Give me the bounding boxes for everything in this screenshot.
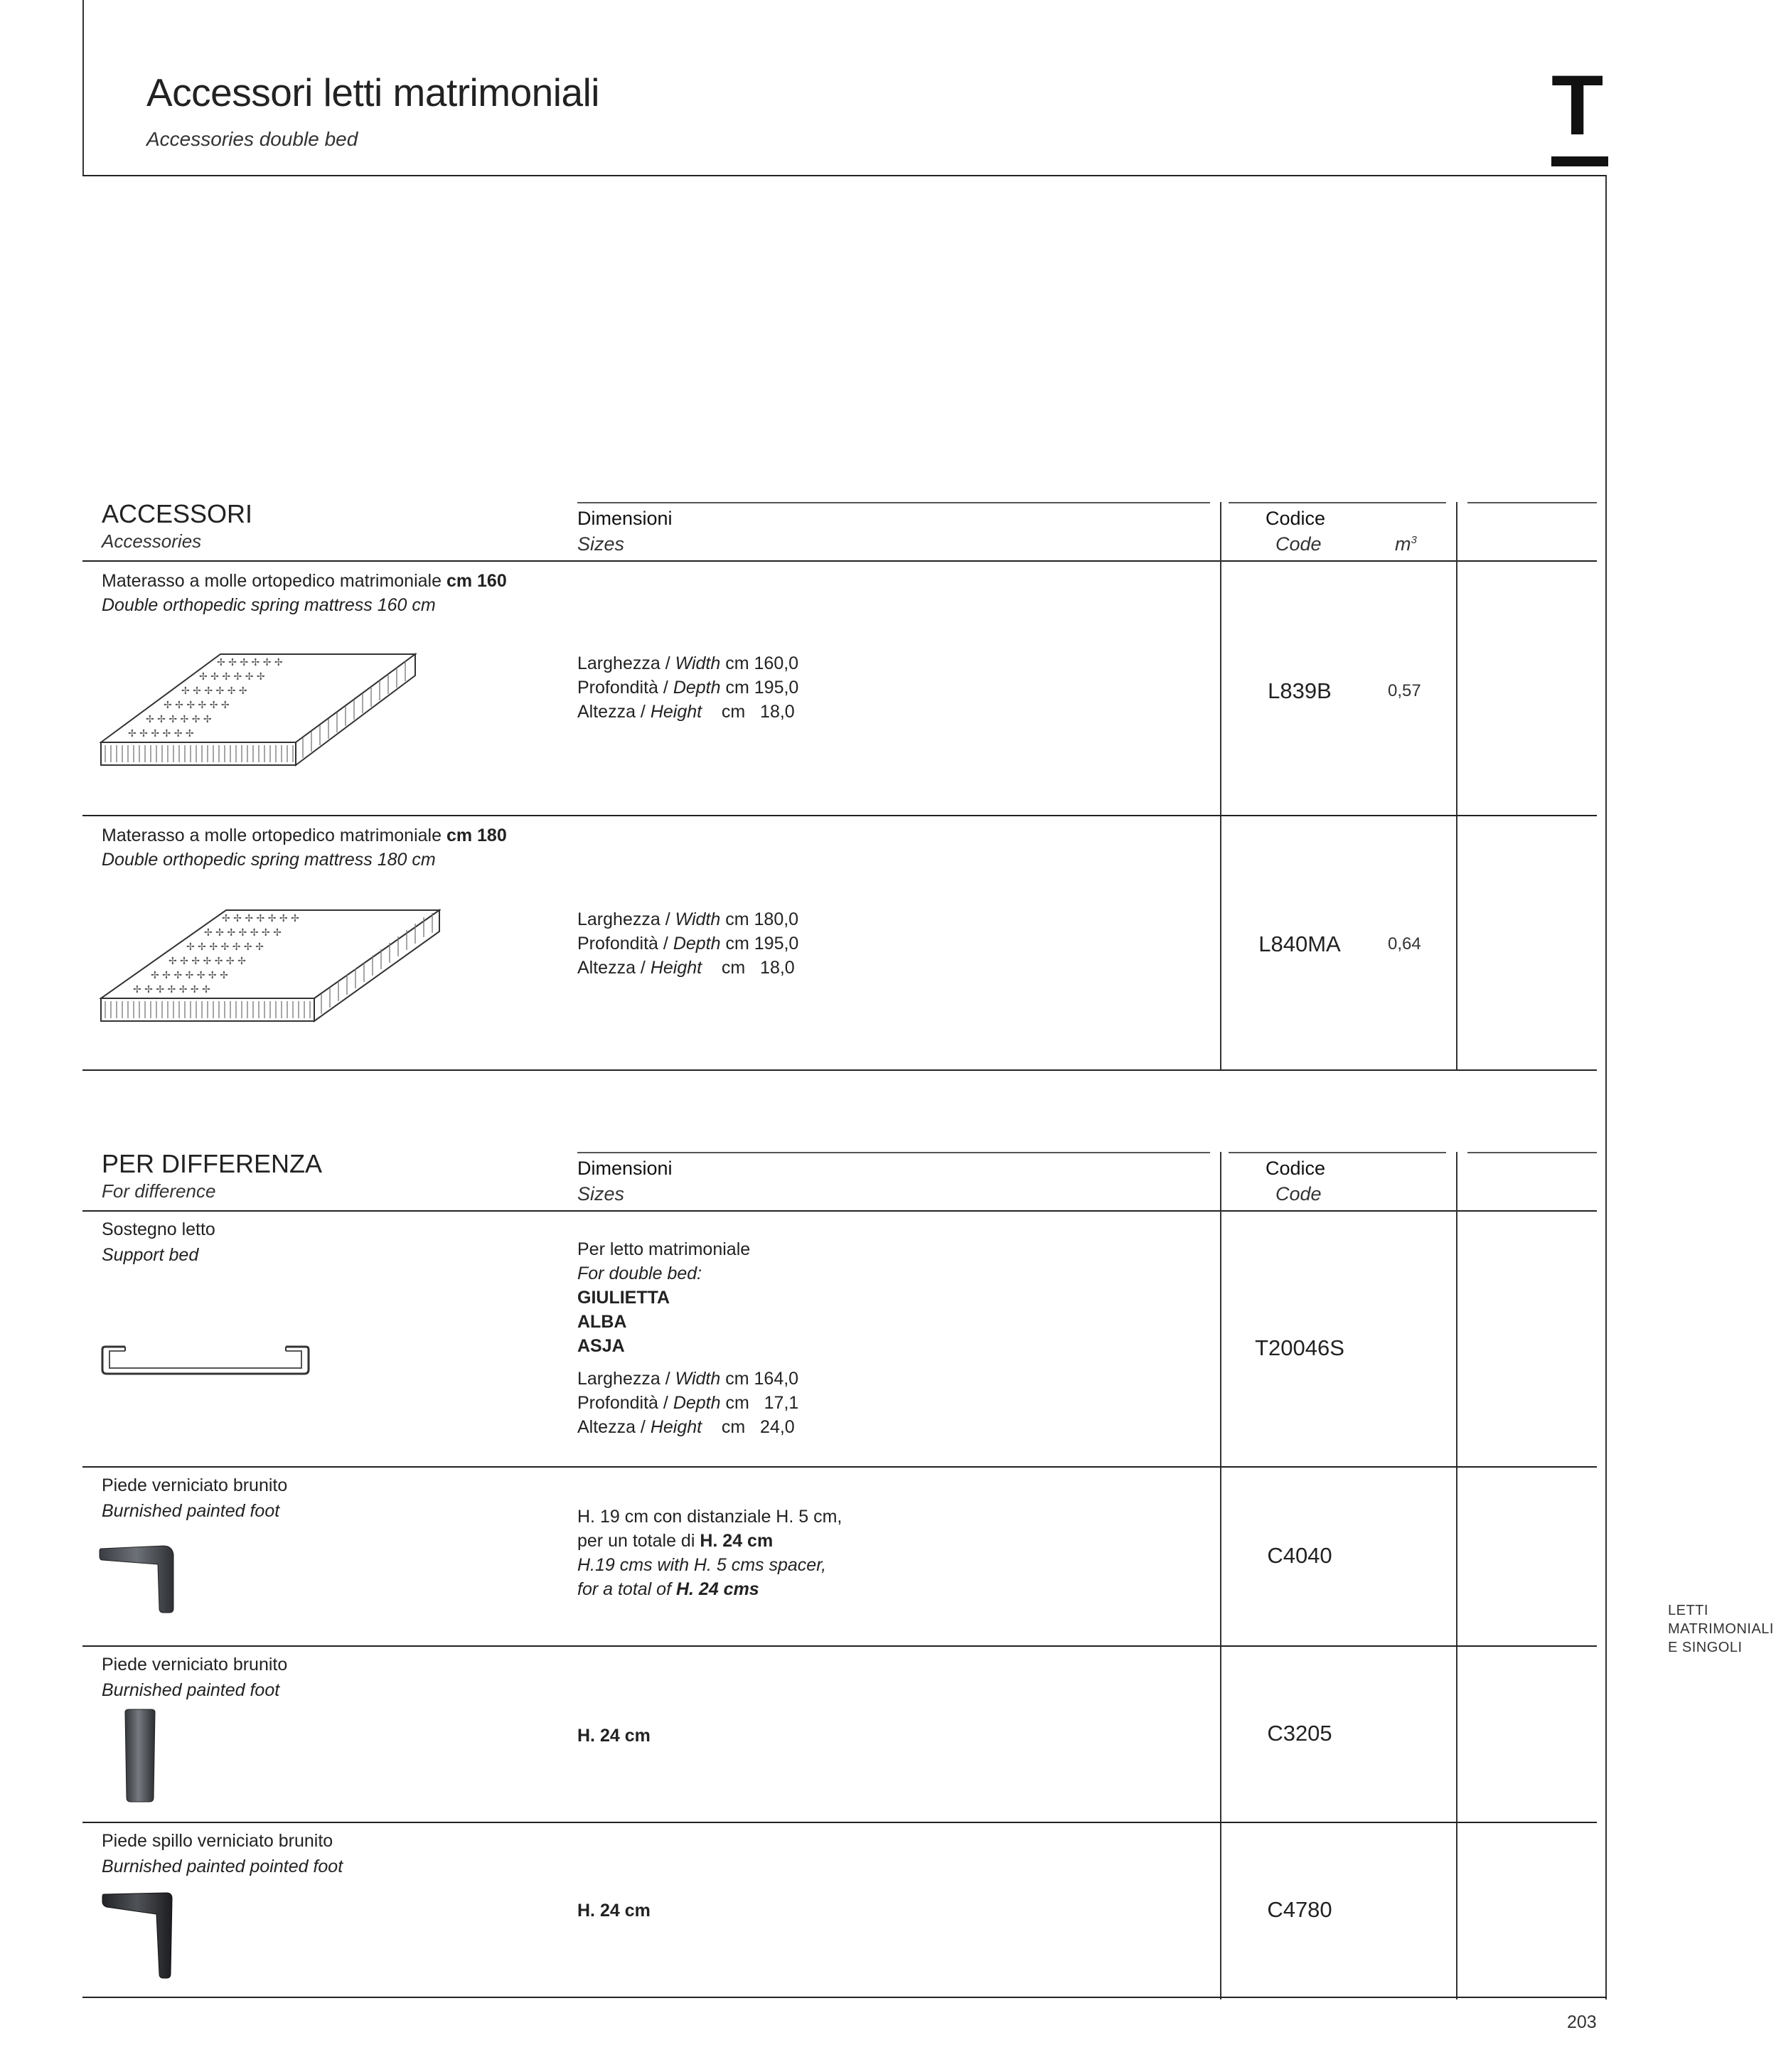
page-number: 203 <box>1567 2012 1597 2032</box>
product-description: H. 24 cm <box>577 1901 651 1921</box>
section2-col-divider-2 <box>1456 1152 1457 1999</box>
table-row-name-en: Burnished painted foot <box>102 1501 280 1521</box>
section1-col-volume: $m^3$ <box>1395 533 1417 555</box>
foot-pointed-icon <box>101 1889 179 1981</box>
product-volume: 0,57 <box>1388 681 1421 700</box>
product-description: Per letto matrimoniale For double bed: GIULIETTA ALBA ASJA <box>577 1237 750 1358</box>
section2-col-codice: Codice <box>1266 1158 1326 1179</box>
svg-text:✢ ✢ ✢ ✢ ✢ ✢ ✢: ✢ ✢ ✢ ✢ ✢ ✢ ✢ <box>204 927 282 939</box>
section2-col-divider-1 <box>1220 1152 1221 1999</box>
brand-logo <box>1551 58 1608 166</box>
brand-logo-bar <box>1551 156 1608 166</box>
section2-bottom-rule <box>82 1997 1607 1998</box>
model-name: GIULIETTA <box>577 1288 670 1308</box>
svg-text:✢ ✢ ✢ ✢ ✢ ✢ ✢: ✢ ✢ ✢ ✢ ✢ ✢ ✢ <box>186 941 264 953</box>
svg-text:✢ ✢ ✢ ✢ ✢ ✢ ✢: ✢ ✢ ✢ ✢ ✢ ✢ ✢ <box>133 984 210 995</box>
section1-col-codice: Codice <box>1266 508 1326 529</box>
frame-right <box>1605 175 1607 1999</box>
product-description: H. 19 cm con distanziale H. 5 cm, per un totale di H. 24 cm H.19 cms with H. 5 cms spacer, for a total of H. 24 cms <box>577 1507 842 1599</box>
svg-text:✢ ✢ ✢ ✢ ✢ ✢ ✢: ✢ ✢ ✢ ✢ ✢ ✢ ✢ <box>222 913 299 924</box>
section2-dim-top-rule <box>577 1152 1210 1153</box>
dimensions-block: Larghezza / Width cm 164,0 Profondità / Depth cm 17,1 Altezza / Height cm 24,0 <box>577 1369 799 1437</box>
brand-logo-letter: T <box>1551 58 1604 153</box>
table-row-name: Materasso a molle ortopedico matrimoniale cm 180 <box>102 826 507 845</box>
product-code: C4040 <box>1267 1543 1332 1568</box>
svg-text:✢ ✢ ✢ ✢ ✢ ✢: ✢ ✢ ✢ ✢ ✢ ✢ <box>181 685 247 697</box>
section1-col-divider-1 <box>1220 502 1221 1071</box>
table-row-name-en: Double orthopedic spring mattress 160 cm <box>102 595 436 615</box>
frame-top-rule <box>82 175 1607 176</box>
section2-code-top-rule <box>1229 1152 1446 1153</box>
dimensions-block: Larghezza / Width cm 180,0 Profondità / Depth cm 195,0 Altezza / Height cm 18,0 <box>577 909 799 978</box>
section2-subtitle: For difference <box>102 1180 216 1202</box>
svg-text:✢ ✢ ✢ ✢ ✢ ✢: ✢ ✢ ✢ ✢ ✢ ✢ <box>146 714 212 725</box>
table-row-name: Piede spillo verniciato brunito <box>102 1831 333 1851</box>
svg-text:✢ ✢ ✢ ✢ ✢ ✢: ✢ ✢ ✢ ✢ ✢ ✢ <box>164 700 230 711</box>
table-row-name-en: Burnished painted foot <box>102 1680 280 1700</box>
row-divider <box>82 1466 1597 1468</box>
product-code: L839B <box>1268 678 1332 703</box>
model-name: ASJA <box>577 1336 625 1356</box>
section1-dim-top-rule <box>577 502 1210 503</box>
row-divider <box>82 815 1597 816</box>
product-code: C3205 <box>1267 1721 1332 1746</box>
table-row-name-en: Double orthopedic spring mattress 180 cm <box>102 850 436 870</box>
svg-text:✢ ✢ ✢ ✢ ✢ ✢ ✢: ✢ ✢ ✢ ✢ ✢ ✢ ✢ <box>168 956 246 967</box>
section2-extra-top-rule <box>1467 1152 1597 1153</box>
section1-col-dimensions: Dimensioni <box>577 508 673 529</box>
table-row-name: Materasso a molle ortopedico matrimoniale cm 160 <box>102 571 507 591</box>
section1-col-code: Code <box>1275 533 1322 555</box>
table-row-name: Piede verniciato brunito <box>102 1655 288 1675</box>
section2-col-code: Code <box>1275 1183 1322 1205</box>
page-subtitle: Accessories double bed <box>146 128 358 150</box>
dimensions-block: Larghezza / Width cm 160,0 Profondità / Depth cm 195,0 Altezza / Height cm 18,0 <box>577 653 799 722</box>
svg-text:✢ ✢ ✢ ✢ ✢ ✢ ✢: ✢ ✢ ✢ ✢ ✢ ✢ ✢ <box>151 970 228 981</box>
product-code: C4780 <box>1267 1897 1332 1922</box>
product-code: T20046S <box>1255 1335 1344 1360</box>
section1-title: ACCESSORI <box>102 499 253 528</box>
section1-code-top-rule <box>1229 502 1446 503</box>
svg-text:✢ ✢ ✢ ✢ ✢ ✢: ✢ ✢ ✢ ✢ ✢ ✢ <box>217 657 283 668</box>
section1-col-sizes: Sizes <box>577 533 625 555</box>
frame-left-top <box>82 0 84 176</box>
table-row-name-en: Burnished painted pointed foot <box>102 1857 343 1876</box>
section2-col-dimensions: Dimensioni <box>577 1158 673 1179</box>
foot-angled-icon <box>98 1543 183 1614</box>
table-row-name-en: Support bed <box>102 1245 199 1265</box>
section1-col-divider-2 <box>1456 502 1457 1071</box>
svg-text:✢ ✢ ✢ ✢ ✢ ✢: ✢ ✢ ✢ ✢ ✢ ✢ <box>128 728 194 739</box>
section2-title: PER DIFFERENZA <box>102 1149 323 1178</box>
bed-support-icon <box>100 1342 313 1379</box>
section1-bottom-rule <box>82 1069 1597 1071</box>
section2-col-sizes: Sizes <box>577 1183 625 1205</box>
section2-header-rule <box>82 1210 1597 1212</box>
svg-text:✢ ✢ ✢ ✢ ✢ ✢: ✢ ✢ ✢ ✢ ✢ ✢ <box>199 671 265 683</box>
section1-subtitle: Accessories <box>102 530 202 552</box>
section1-header-rule <box>82 560 1597 562</box>
product-code: L840MA <box>1258 931 1341 956</box>
table-row-name: Sostegno letto <box>102 1219 215 1239</box>
side-category-label: LETTI MATRIMONIALI E SINGOLI <box>1668 1603 1774 1655</box>
row-divider <box>82 1822 1597 1823</box>
model-name: ALBA <box>577 1312 627 1332</box>
mattress-180-icon <box>100 904 441 1025</box>
foot-cylinder-icon <box>122 1708 159 1803</box>
section1-extra-top-rule <box>1467 502 1597 503</box>
row-divider <box>82 1645 1597 1647</box>
table-row-name: Piede verniciato brunito <box>102 1475 288 1495</box>
page-title: Accessori letti matrimoniali <box>146 70 600 114</box>
product-volume: 0,64 <box>1388 934 1421 954</box>
mattress-160-icon <box>100 648 427 769</box>
product-description: H. 24 cm <box>577 1726 651 1746</box>
